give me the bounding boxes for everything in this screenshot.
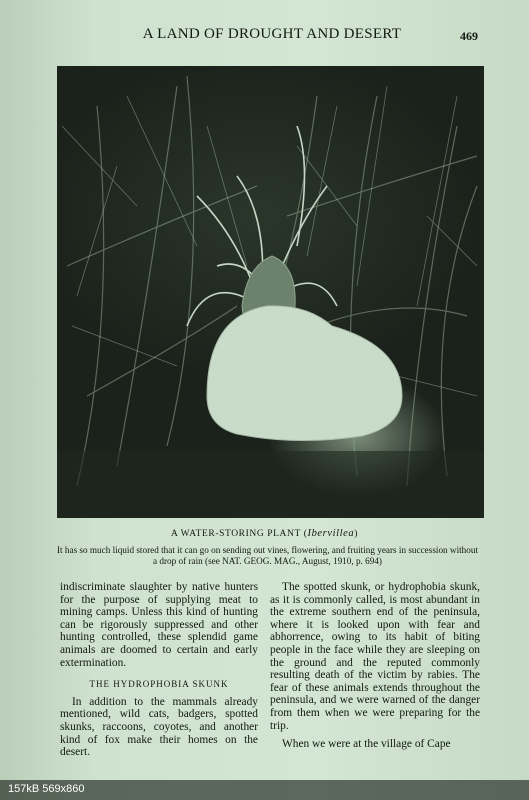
image-info-bar — [0, 780, 529, 800]
left-text-column — [60, 581, 258, 759]
caption-genus: Ibervillea — [307, 528, 355, 539]
figure-caption-body: It has so much liquid stored that it can go on sending out vines, flowering, and fruiting years in succession without a drop of rain (see NAT. GEOG. MAG., August, 1910, p. 694) — [56, 545, 479, 566]
figure-caption-title — [0, 528, 529, 539]
page-header — [0, 26, 529, 46]
left-paragraph-1: indiscriminate slaughter by native hunters for the purpose of supplying meat to mining camps. Unless this kind of hunting can be rigorously suppressed and other hunting controlled, these splendid game animals are doomed to certain and early extermination. — [60, 581, 258, 669]
right-paragraph-2: When we were at the village of Cape — [282, 738, 451, 751]
image-info-text: 157kB 569x860 — [8, 783, 85, 795]
section-subheading: THE HYDROPHOBIA SKUNK — [89, 679, 229, 690]
caption-title-suffix: ) — [354, 529, 359, 539]
left-paragraph-2: In addition to the mammals already mentioned, wild cats, badgers, spotted skunks, raccoons, coyotes, and another kind of fox make their homes on the desert. — [60, 695, 258, 759]
plant-photograph-illustration — [57, 66, 484, 518]
caption-title-prefix: A WATER-STORING PLANT ( — [170, 529, 308, 539]
running-title: A LAND OF DROUGHT AND DESERT — [142, 26, 402, 42]
page-number: 469 — [460, 29, 478, 43]
plant-photograph — [57, 66, 484, 518]
right-text-column — [270, 581, 480, 751]
right-paragraph-1: The spotted skunk, or hydrophobia skunk, as it is commonly called, is most abundant in the extreme southern end of the peninsula, where it is looked upon with fear and abhorrence, owing to its habit of biting people in the face while they are sleeping on the ground and the reputed commonly resulting death of the victim by rabies. The fear of these animals extends throughout the peninsula, and we were warned of the danger from them when we were preparing for the trip. — [270, 581, 480, 732]
